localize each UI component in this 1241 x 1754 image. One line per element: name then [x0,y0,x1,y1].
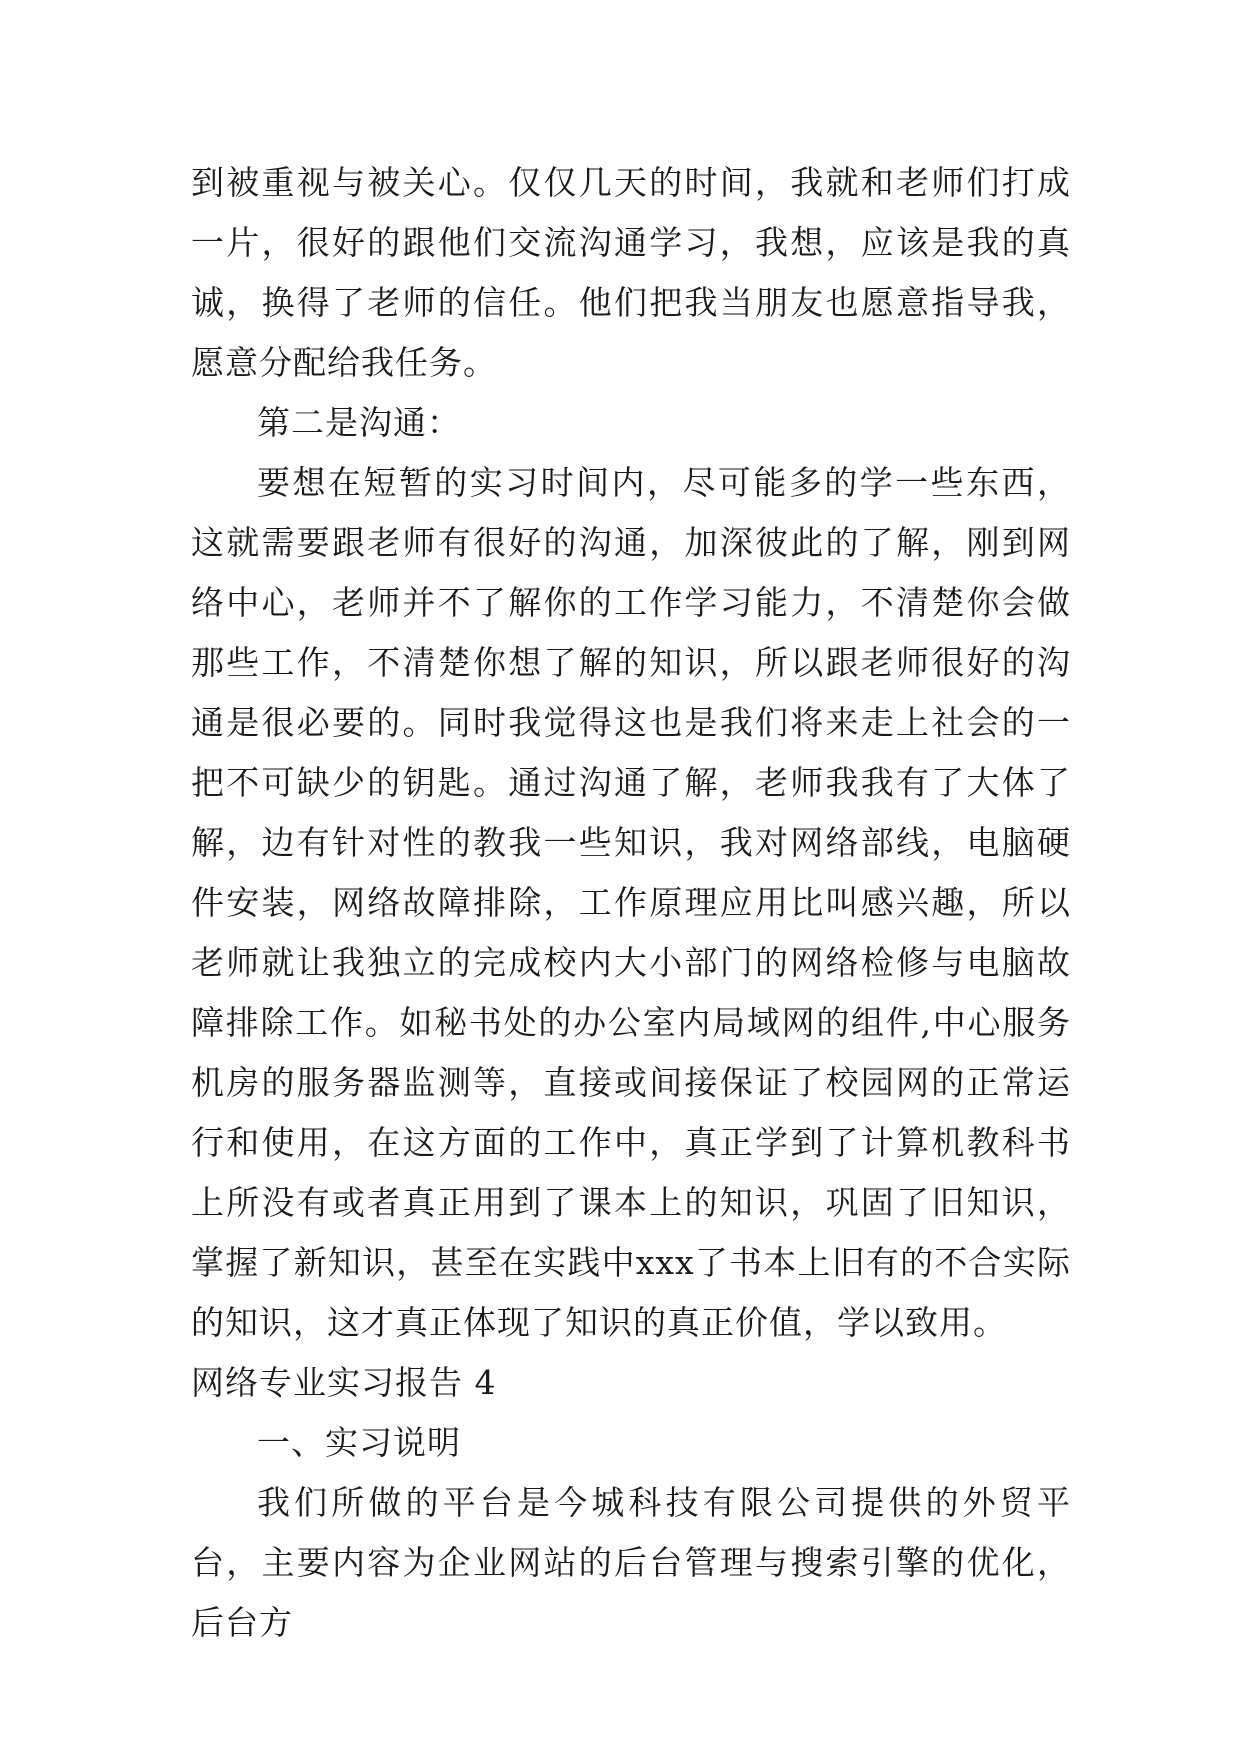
document-body [191,153,1071,1653]
body-paragraph: 我们所做的平台是今城科技有限公司提供的外贸平台，主要内容为企业网站的后台管理与搜索引擎的优化，后台方 [191,1483,1071,1642]
body-paragraph: 到被重视与被关心。仅仅几天的时间，我就和老师们打成一片，很好的跟他们交流沟通学习，我想，应该是我的真诚，换得了老师的信任。他们把我当朋友也愿意指导我，愿意分配给我任务。 [191,163,1071,382]
section-subheading: 第二是沟通： [257,403,461,442]
section-heading: 一、实习说明 [257,1423,461,1462]
body-paragraph: 要想在短暂的实习时间内，尽可能多的学一些东西，这就需要跟老师有很好的沟通，加深彼此的了解，刚到网络中心，老师并不了解你的工作学习能力，不清楚你会做那些工作，不清楚你想了解的知识，所以跟老师很好的沟通是很必要的。同时我觉得这也是我们将来走上社会的一把不可缺少的钥匙。通过沟通了解，老师我我有了大体了解，边有针对性的教我一些知识，我对网络部线，电脑硬件安装，网络故障排除，工作原理应用比叫感兴趣，所以老师就让我独立的完成校内大小部门的网络检修与电脑故障排除工作。如秘书处的办公室内局域网的组件,中心服务机房的服务器监测等，直接或间接保证了校园网的正常运行和使用，在这方面的工作中，真正学到了计算机教科书上所没有或者真正用到了课本上的知识，巩固了旧知识，掌握了新知识，甚至在实践中xxx了书本上旧有的不合实际的知识，这才真正体现了知识的真正价值，学以致用。 [191,463,1071,1342]
report-title: 网络专业实习报告 4 [191,1363,497,1402]
